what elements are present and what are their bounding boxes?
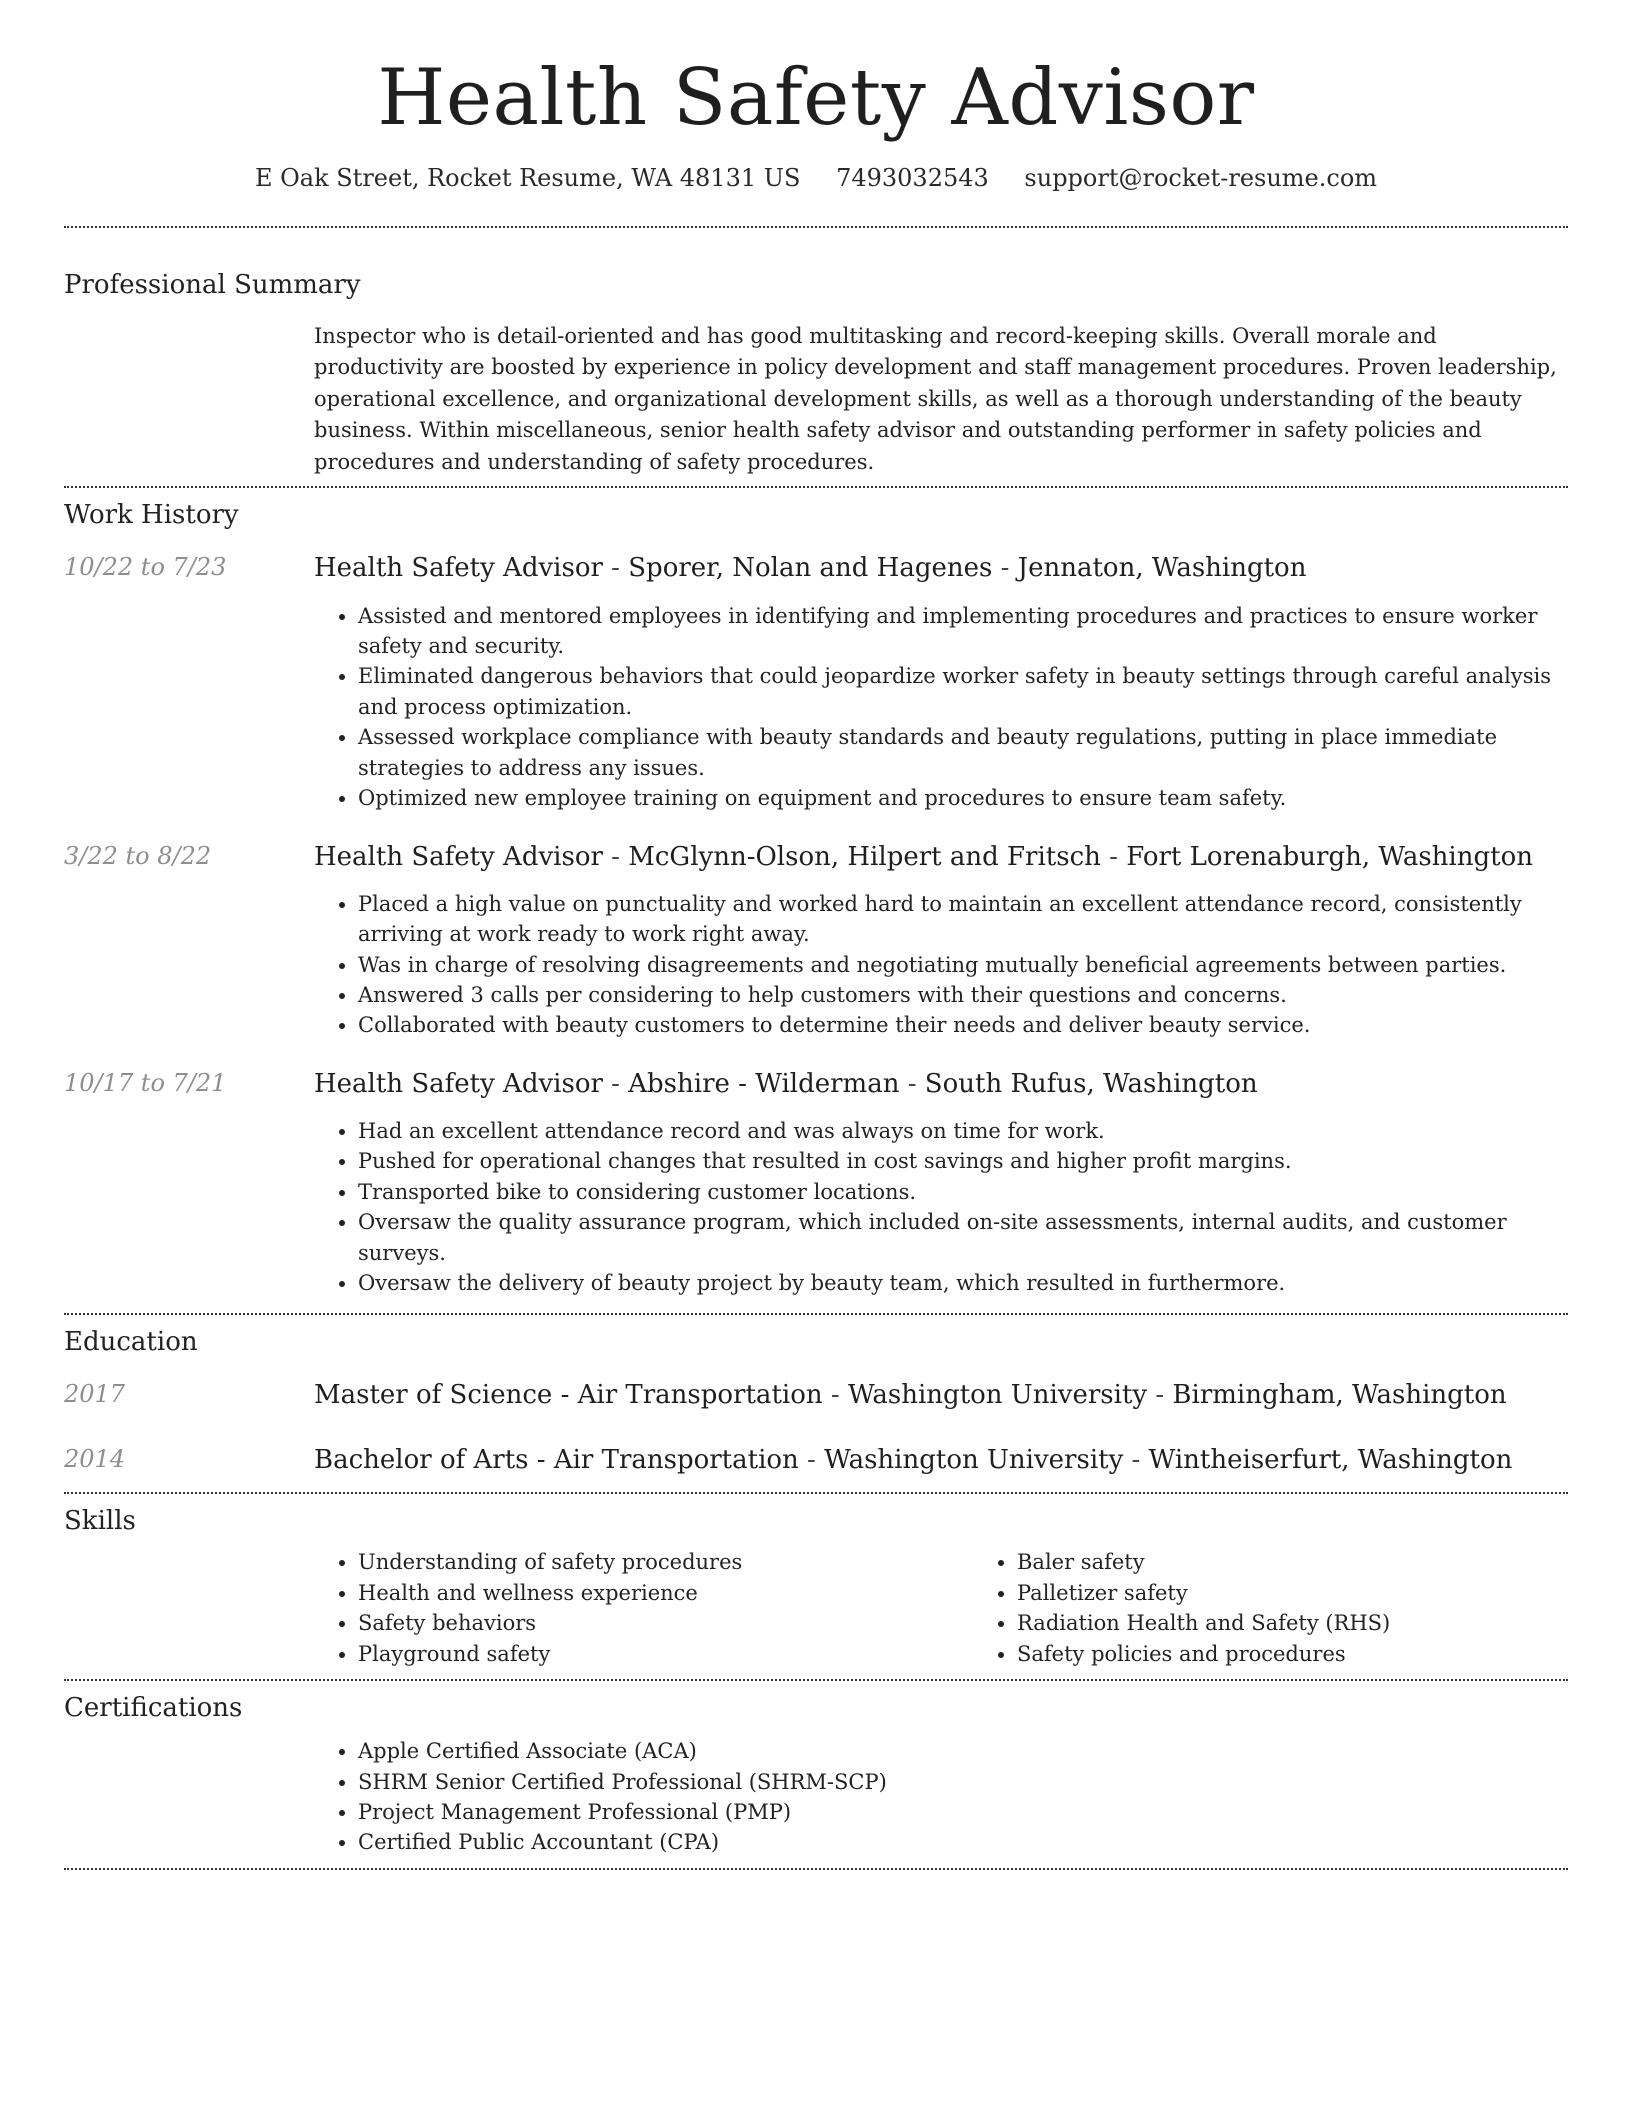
certification-item: • Apple Certified Associate (ACA) <box>358 1736 1568 1766</box>
section-title-certifications: Certifications <box>64 1692 243 1723</box>
job-company: Sporer, Nolan and Hagenes <box>628 553 993 584</box>
section-title-education: Education <box>64 1326 198 1357</box>
skill-item: • Radiation Health and Safety (RHS) <box>1017 1608 1632 1638</box>
job-details <box>314 840 1568 1041</box>
job-dates: 3/22 to 8/22 <box>64 841 212 870</box>
certification-item: • Certified Public Accountant (CPA) <box>358 1827 1568 1857</box>
work-history-section <box>64 500 1568 1298</box>
education-details <box>314 1443 1568 1478</box>
job-bullets <box>314 1116 1568 1299</box>
job-bullet: • Was in charge of resolving disagreements and negotiating mutually beneficial agreements between parties. <box>358 950 1568 980</box>
job-details <box>314 551 1568 813</box>
section-title-summary: Professional Summary <box>64 269 361 300</box>
section-title-work: Work History <box>64 500 239 531</box>
certification-item: • SHRM Senior Certified Professional (SHRM-SCP) <box>358 1767 1568 1797</box>
section-title-skills: Skills <box>64 1506 136 1536</box>
separator: - <box>992 553 1018 584</box>
skills-section <box>64 1506 1568 1669</box>
education-section <box>64 1327 1568 1478</box>
contact-phone: 7493032543 <box>836 163 989 192</box>
education-entry <box>64 1378 1568 1413</box>
resume-header <box>64 0 1568 192</box>
section-divider <box>64 486 1568 488</box>
job-heading <box>314 1067 1568 1102</box>
skill-item: • Understanding of safety procedures <box>358 1547 973 1577</box>
education-year: 2017 <box>64 1379 126 1408</box>
separator: - <box>798 1444 825 1475</box>
skill-item: • Safety behaviors <box>358 1608 973 1638</box>
education-location: Birmingham, Washington <box>1172 1379 1507 1410</box>
job-heading <box>314 551 1568 586</box>
job-location: Jennaton, Washington <box>1017 553 1307 584</box>
education-location: Wintheiserfurt, Washington <box>1148 1444 1513 1475</box>
job-company: McGlynn-Olson, Hilpert and Fritsch <box>628 841 1101 872</box>
separator: - <box>602 841 629 872</box>
skills-list-right <box>973 1547 1632 1669</box>
summary-section <box>64 270 1568 479</box>
job-heading <box>314 840 1568 875</box>
job-title: Health Safety Advisor <box>314 553 603 584</box>
job-bullet: • Assisted and mentored employees in identifying and implementing procedures and practices to ensure worker safety and security. <box>358 601 1568 662</box>
job-entry <box>64 551 1568 813</box>
skills-grid <box>314 1547 1632 1669</box>
job-title: Health Safety Advisor <box>314 841 603 872</box>
education-list <box>64 1378 1568 1478</box>
skill-item: • Palletizer safety <box>1017 1578 1632 1608</box>
section-divider <box>64 1313 1568 1315</box>
contact-info <box>64 164 1568 192</box>
separator: - <box>822 1379 848 1410</box>
separator: - <box>899 1068 925 1099</box>
education-details <box>314 1378 1568 1413</box>
jobs-list <box>64 551 1568 1298</box>
separator: - <box>1147 1379 1173 1410</box>
job-bullet: • Collaborated with beauty customers to determine their needs and deliver beauty service. <box>358 1010 1568 1040</box>
job-bullets <box>314 601 1568 814</box>
job-bullet: • Oversaw the quality assurance program, which included on-site assessments, internal audits, and customer surveys. <box>358 1207 1568 1268</box>
separator: - <box>602 1068 629 1099</box>
job-bullet: • Placed a high value on punctuality and worked hard to maintain an excellent attendance record, consistently arriving at work ready to work right away. <box>358 889 1568 950</box>
job-bullet: • Eliminated dangerous behaviors that could jeopardize worker safety in beauty settings through careful analysis and process optimization. <box>358 661 1568 722</box>
section-divider <box>64 1679 1568 1681</box>
certification-item: • Project Management Professional (PMP) <box>358 1797 1568 1827</box>
job-dates: 10/17 to 7/21 <box>64 1068 227 1097</box>
job-dates: 10/22 to 7/23 <box>64 553 227 582</box>
skill-item: • Safety policies and procedures <box>1017 1639 1632 1669</box>
section-divider <box>64 1868 1568 1870</box>
skill-item: • Health and wellness experience <box>358 1578 973 1608</box>
education-degree: Bachelor of Arts - Air Transportation <box>314 1444 799 1475</box>
job-bullet: • Oversaw the delivery of beauty project by beauty team, which resulted in furthermore. <box>358 1268 1568 1298</box>
education-school: Washington University <box>847 1379 1148 1410</box>
skill-item: • Playground safety <box>358 1639 973 1669</box>
separator: - <box>1123 1444 1149 1475</box>
job-bullets <box>314 889 1568 1041</box>
job-location: Fort Lorenaburgh, Washington <box>1126 841 1533 872</box>
job-entry <box>64 840 1568 1041</box>
skills-list-left <box>314 1547 973 1669</box>
section-divider <box>64 226 1568 228</box>
job-bullet: • Answered 3 calls per considering to help customers with their questions and concerns. <box>358 980 1568 1010</box>
job-bullet: • Pushed for operational changes that resulted in cost savings and higher profit margins. <box>358 1146 1568 1176</box>
separator: - <box>1100 841 1127 872</box>
job-title: Health Safety Advisor <box>314 1068 603 1099</box>
job-details <box>314 1067 1568 1299</box>
education-year: 2014 <box>64 1444 126 1473</box>
job-company: Abshire - Wilderman <box>628 1068 900 1099</box>
job-bullet: • Optimized new employee training on equipment and procedures to ensure team safety. <box>358 783 1568 813</box>
education-entry <box>64 1443 1568 1478</box>
job-bullet: • Had an excellent attendance record and was always on time for work. <box>358 1116 1568 1146</box>
education-school: Washington University <box>824 1444 1124 1475</box>
skill-item: • Baler safety <box>1017 1547 1632 1577</box>
certifications-section <box>64 1693 1568 1858</box>
job-bullet: • Transported bike to considering customer locations. <box>358 1177 1568 1207</box>
job-entry <box>64 1067 1568 1299</box>
resume-page <box>64 0 1568 1870</box>
candidate-name: Health Safety Advisor <box>377 53 1255 143</box>
job-bullet: • Assessed workplace compliance with beauty standards and beauty regulations, putting in place immediate strategies to address any issues. <box>358 722 1568 783</box>
section-divider <box>64 1492 1568 1494</box>
contact-address: E Oak Street, Rocket Resume, WA 48131 US <box>254 163 801 192</box>
education-degree: Master of Science - Air Transportation <box>314 1379 823 1410</box>
job-location: South Rufus, Washington <box>924 1068 1258 1099</box>
certifications-list <box>314 1736 1568 1858</box>
summary-text: Inspector who is detail-oriented and has good multitasking and record-keeping skills. Overall morale and productivity are boosted by experience in policy development and staff management procedures. Proven leadership, operational excellence, and organizational development skills, as well as a thorough understanding of the beauty business. Within miscellaneous, senior health safety advisor and outstanding performer in safety policies and procedures and understanding of safety procedures. <box>314 323 1557 474</box>
contact-email: support@rocket-resume.com <box>1024 163 1378 192</box>
separator: - <box>602 553 629 584</box>
